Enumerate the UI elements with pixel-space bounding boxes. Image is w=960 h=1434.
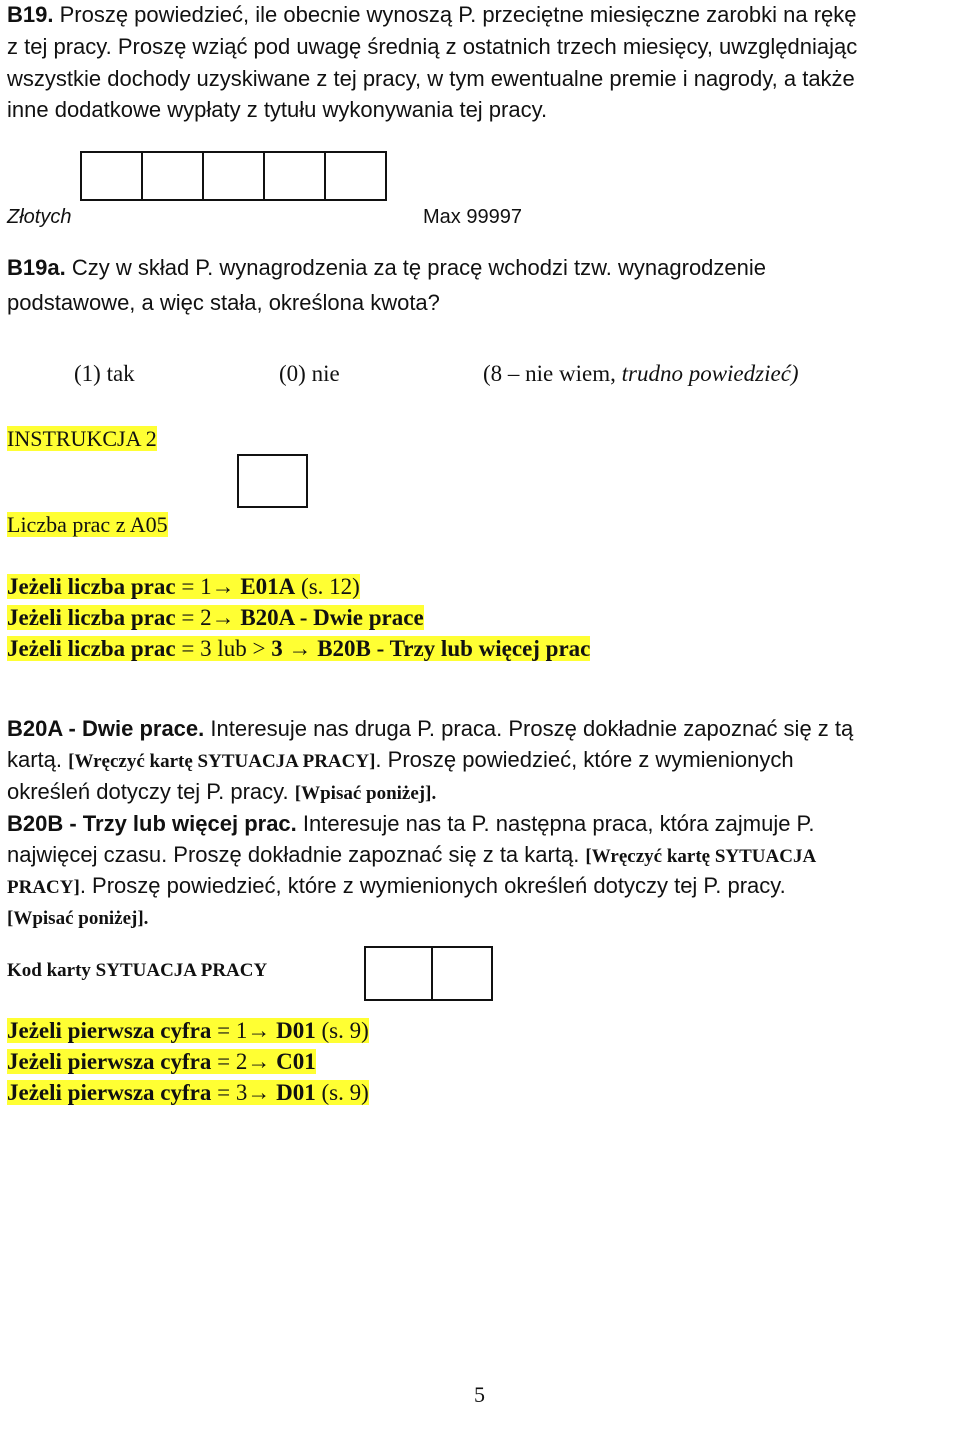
first-digit-rule-1: Jeżeli pierwsza cyfra = 1→ D01 (s. 9) (7, 1018, 369, 1043)
b20b-line-4 (7, 908, 148, 930)
b19-question-number: B19. (7, 2, 54, 27)
first-digit-rule-3: Jeżeli pierwsza cyfra = 3→ D01 (s. 9) (7, 1080, 369, 1105)
b20a-line-3: określeń dotyczy tej P. pracy. [Wpisać poniżej]. (7, 779, 437, 804)
interviewer-instruction: [Wręczyć kartę SYTUACJA (585, 846, 817, 867)
b19-question-line-4: inne dodatkowe wypłaty z tytułu wykonywania tej pracy. (7, 97, 548, 122)
b20b-heading: B20B - Trzy lub więcej prac. (7, 811, 297, 836)
b20a-line-2: kartą. [Wręczyć kartę SYTUACJA PRACY]. Proszę powiedzieć, które z wymienionych (7, 747, 794, 772)
routing-rule-2: Jeżeli liczba prac = 2→ B20A - Dwie prace (7, 605, 424, 630)
b19a-question-number: B19a. (7, 255, 66, 280)
interviewer-instruction: [Wpisać poniżej]. (7, 908, 149, 929)
digit-box[interactable] (263, 151, 326, 201)
digit-box[interactable] (431, 946, 493, 1001)
interviewer-instruction: PRACY] (7, 877, 80, 898)
b19-max-label: Max 99997 (423, 206, 522, 228)
b19a-question-line-2: podstawowe, a więc stała, określona kwota? (7, 290, 440, 315)
card-code-label: Kod karty SYTUACJA PRACY (7, 960, 268, 981)
b20a-line-1: B20A - Dwie prace. Interesuje nas druga P. praca. Proszę dokładnie zapoznać się z tą (7, 716, 854, 741)
job-count-entry-box[interactable] (237, 454, 308, 508)
digit-box[interactable] (237, 454, 308, 508)
digit-box[interactable] (202, 151, 265, 201)
b19-question-line-2: z tej pracy. Proszę wziąć pod uwagę średnią z ostatnich trzech miesięcy, uwzględniając (7, 34, 858, 59)
interviewer-instruction: [Wręczyć kartę SYTUACJA PRACY] (68, 751, 376, 772)
answer-option-dont-know[interactable]: (8 – nie wiem, trudno powiedzieć) (483, 361, 799, 386)
routing-rule-1: Jeżeli liczba prac = 1→ E01A (s. 12) (7, 574, 360, 599)
b19-question-line-1: B19. Proszę powiedzieć, ile obecnie wynoszą P. przeciętne miesięczne zarobki na rękę (7, 2, 857, 27)
digit-box[interactable] (364, 946, 433, 1001)
digit-box[interactable] (80, 151, 143, 201)
interviewer-instruction: [Wpisać poniżej]. (294, 783, 437, 804)
routing-rule-3: Jeżeli liczba prac = 3 lub > 3 → B20B - Trzy lub więcej prac (7, 636, 591, 661)
instruction-2-title: INSTRUKCJA 2 (7, 426, 157, 451)
card-code-entry-boxes[interactable] (364, 946, 493, 1001)
answer-option-yes[interactable]: (1) tak (74, 361, 135, 386)
digit-box[interactable] (141, 151, 204, 201)
answer-option-no[interactable]: (0) nie (279, 361, 340, 386)
b20b-line-2: najwięcej czasu. Proszę dokładnie zapoznać się z ta kartą. [Wręczyć kartę SYTUACJA (7, 842, 817, 867)
b19a-question-line-1: B19a. Czy w skład P. wynagrodzenia za tę pracę wchodzi tzw. wynagrodzenie (7, 255, 767, 280)
b19-unit-label: Złotych (7, 206, 72, 228)
first-digit-rule-2: Jeżeli pierwsza cyfra = 2→ C01 (7, 1049, 316, 1074)
page-number: 5 (474, 1382, 485, 1407)
b19-amount-entry-boxes[interactable] (80, 151, 387, 201)
digit-box[interactable] (324, 151, 387, 201)
job-count-label: Liczba prac z A05 (7, 512, 168, 537)
b20b-line-3: PRACY]. Proszę powiedzieć, które z wymienionych określeń dotyczy tej P. pracy. (7, 873, 786, 898)
b20a-heading: B20A - Dwie prace. (7, 716, 205, 741)
b19-question-line-3: wszystkie dochody uzyskiwane z tej pracy, w tym ewentualne premie i nagrody, a także (7, 66, 855, 91)
b20b-line-1: B20B - Trzy lub więcej prac. Interesuje nas ta P. następna praca, która zajmuje P. (7, 811, 815, 836)
